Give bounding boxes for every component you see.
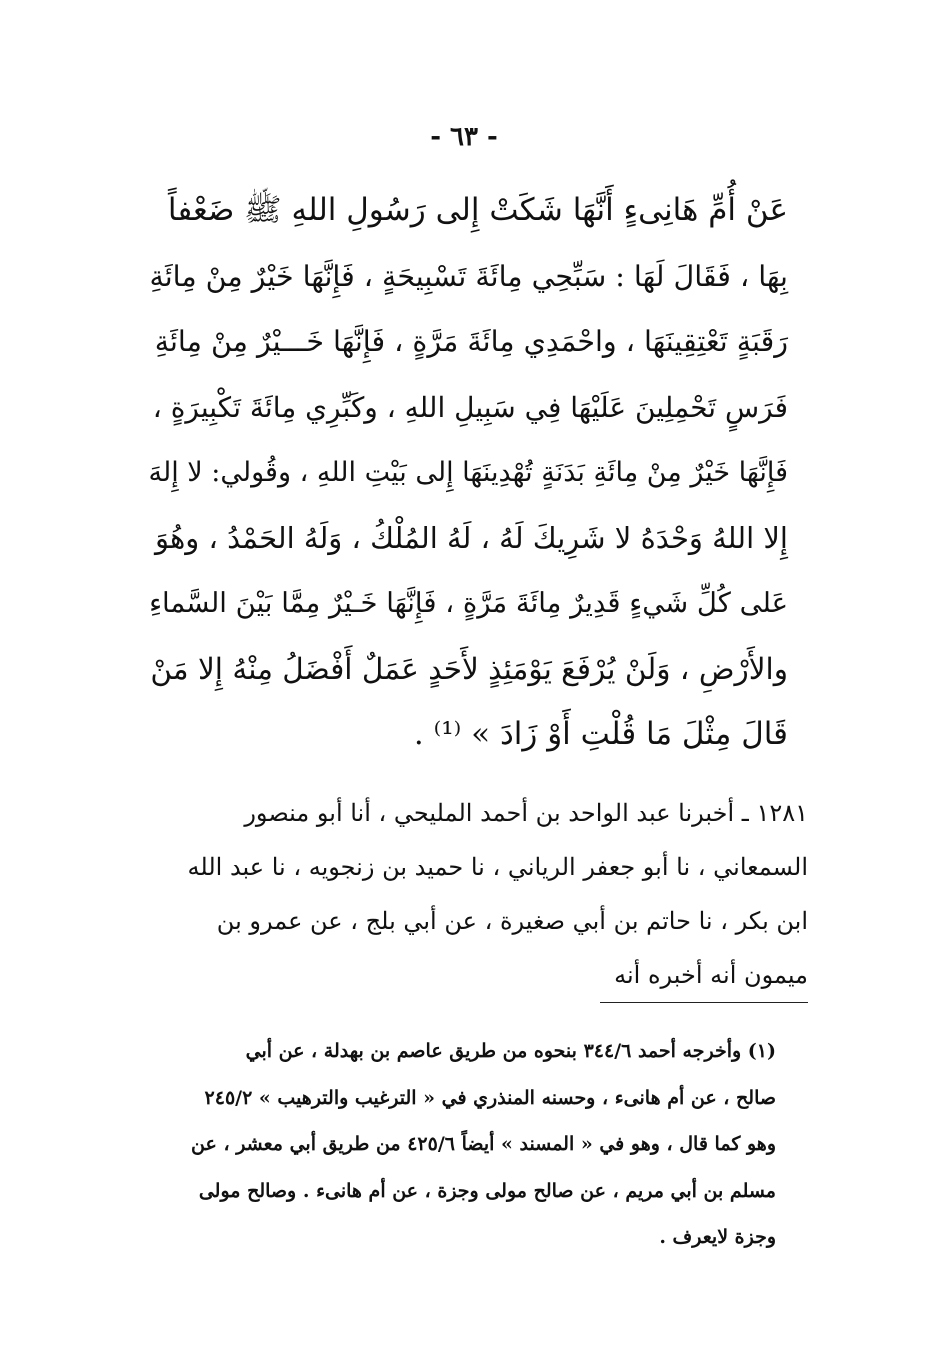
isnad-line: ١٢٨١ ـ أخبرنا عبد الواحد بن أحمد المليحي ، أنا أبو منصور (244, 799, 808, 827)
hadith-text (148, 178, 788, 768)
hadith-line: عَنْ أُمِّ هَانِىءٍ أَنَّهَا شَكَتْ إِلى رَسُولِ اللهِ ﷺ ضَعْفاً (167, 192, 788, 228)
hadith-line: والأَرْضِ ، وَلَنْ يُرْفَعَ يَوْمَئِذٍ لأَحَدٍ عَمَلٌ أَفْضَلُ مِنْهُ إِلا مَنْ (150, 651, 788, 686)
footnote-line: (١) وأخرجه أحمد ٣٤٤/٦ بنحوه من طريق عاصم بن بهدلة ، عن أبي (245, 1040, 776, 1062)
hadith-line: بِهَا ، فَقَالَ لَهَا : سَبِّحِي مِائَةَ تَسْبِيحَةٍ ، فَإِنَّهَا خَيْرٌ مِنْ مِائَةِ (149, 259, 788, 293)
footnote-line: وهو كما قال ، وهو في « المسند » أيضاً ٤٢٥/٦ من طريق أبي معشر ، عن (191, 1133, 776, 1155)
footnote-line: مسلم بن أبي مريم ، عن صالح مولى وجزة ، عن أم هانىء . وصالح مولى (198, 1179, 776, 1202)
isnad-line: السمعاني ، نا أبو جعفر الرياني ، نا حميد بن زنجويه ، نا عبد الله (187, 853, 808, 881)
footnotes (148, 1028, 776, 1261)
hadith-line: إِلا اللهُ وَحْدَهُ لا شَرِيكَ لَهُ ، لَهُ المُلْكُ ، وَلَهُ الحَمْدُ ، وهُوَ (155, 520, 788, 555)
footnote-divider (600, 1002, 808, 1003)
isnad-paragraph (148, 786, 808, 1002)
hadith-line: فَرَسٍ تَحْمِلِينَ عَلَيْهَا فِي سَبِيلِ اللهِ ، وكَبِّرِي مِائَةَ تَكْبِيرَةٍ ، (152, 390, 788, 424)
isnad-line: ميمون أنه أخبره أنه (614, 961, 808, 989)
isnad-line: ابن بكر ، نا حاتم بن أبي صغيرة ، عن أبي بلج ، عن عمرو بن (216, 907, 808, 935)
hadith-line: قَالَ مِثْلَ مَا قُلْتِ أَوْ زَادَ » ⁽¹⁾ . (413, 716, 788, 752)
page-number: - ٦٣ - (430, 122, 498, 152)
hadith-line: عَلى كُلِّ شَيءٍ قَدِيرٌ مِائَةَ مَرَّةٍ ، فَإِنَّهَا خَـيْرٌ مِمَّا بَيْنَ السَّماءِ (149, 587, 788, 619)
hadith-line: رَقَبَةٍ تَعْتِقِينَهَا ، واحْمَدِي مِائَةَ مَرَّةٍ ، فَإِنَّهَا خَـــيْرٌ مِنْ مِائَةِ (154, 325, 788, 358)
hadith-line: فَإِنَّهَا خَيْرٌ مِنْ مِائَةِ بَدَنَةٍ تُهْدِينَهَا إِلى بَيْتِ اللهِ ، وقُولي: لا إِلهَ (148, 457, 788, 488)
footnote-line: صالح ، عن أم هانىء ، وحسنه المنذري في « الترغيب والترهيب » ٢٤٥/٢ (204, 1086, 776, 1109)
footnote-line: وجزة لايعرف . (659, 1226, 776, 1248)
